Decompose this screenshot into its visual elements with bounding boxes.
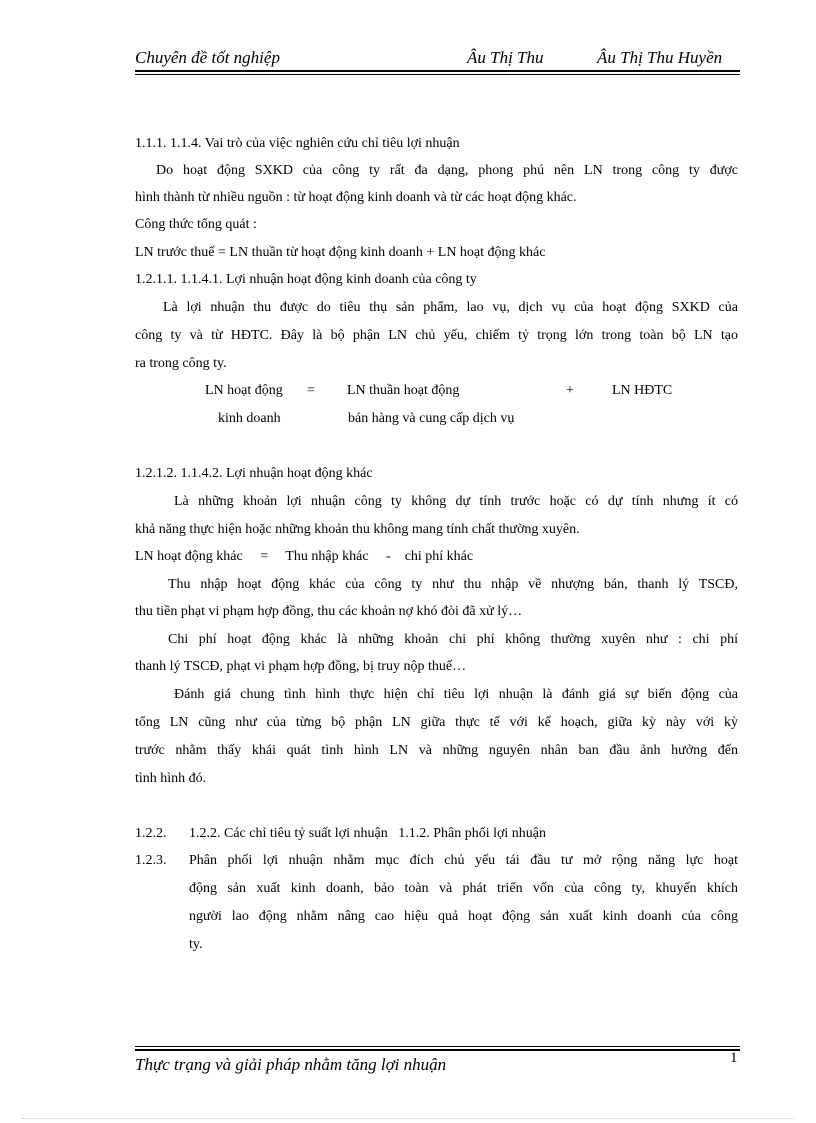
paragraph-line: Công thức tổng quát :	[135, 217, 257, 232]
formula-equals: =	[307, 383, 315, 398]
page-header	[135, 48, 740, 72]
paragraph-line: Do hoạt động SXKD của công ty rất đa dạng, phong phú nên LN trong công ty được	[156, 163, 738, 178]
paragraph-line: hình thành từ nhiều nguồn : từ hoạt động kinh doanh và từ các hoạt động khác.	[135, 190, 577, 205]
heading-number: 1.2.3.	[135, 853, 167, 868]
paragraph-line: công ty và từ HĐTC. Đây là bộ phận LN chủ yếu, chiếm tỷ trọng lớn trong toàn bộ LN tạo	[135, 328, 738, 343]
paragraph-line: Thu nhập hoạt động khác của công ty như thu nhập về nhượng bán, thanh lý TSCĐ,	[168, 577, 738, 592]
heading-1-1-4-1: 1.2.1.1. 1.1.4.1. Lợi nhuận hoạt động kinh doanh của công ty	[135, 272, 477, 287]
heading-number: 1.2.2.	[135, 826, 167, 841]
formula-term-a: LN hoạt động	[205, 383, 283, 398]
footer-rule-thick	[135, 1049, 740, 1051]
paragraph-line: Là những khoản lợi nhuận công ty không dự tính trước hoặc có dự tính nhưng ít có	[174, 494, 738, 509]
header-title: Chuyên đề tốt nghiệp	[135, 48, 280, 67]
paragraph-line: Đánh giá chung tình hình thực hiện chỉ tiêu lợi nhuận là đánh giá sự biến động của	[174, 687, 738, 702]
header-author-short: Âu Thị Thu	[467, 48, 544, 67]
heading-1-2-2: 1.2.2. Các chỉ tiêu tỷ suất lợi nhuận 1.1.2. Phân phối lợi nhuận	[189, 826, 546, 841]
header-rule-thick	[135, 70, 740, 72]
formula-term-a-line2: kinh doanh	[218, 411, 281, 426]
heading-1-1-4: 1.1.1. 1.1.4. Vai trò của việc nghiên cứu chỉ tiêu lợi nhuận	[135, 136, 460, 151]
header-rule-thin	[135, 74, 740, 75]
page-number: 1	[730, 1050, 738, 1066]
paragraph-line: Chi phí hoạt động khác là những khoản chi phí không thường xuyên như : chi phí	[168, 632, 738, 647]
paragraph-line: thanh lý TSCĐ, phạt vi phạm hợp đồng, bị truy nộp thuế…	[135, 659, 467, 674]
formula-other-profit: LN hoạt động khác = Thu nhập khác - chi phí khác	[135, 549, 474, 564]
paragraph-line: ty.	[189, 937, 203, 952]
paragraph-line: tình hình đó.	[135, 771, 207, 786]
paragraph-line: ra trong công ty.	[135, 356, 227, 371]
paragraph-line: người lao động nhằm nâng cao hiệu quả hoạt động sản xuất kinh doanh của công	[189, 909, 738, 924]
formula-plus: +	[566, 383, 574, 398]
paragraph-line: Là lợi nhuận thu được do tiêu thụ sản phẩm, lao vụ, dịch vụ của hoạt động SXKD của	[163, 300, 738, 315]
page-boundary-dotted	[22, 1118, 794, 1119]
footer-rule-thin	[135, 1046, 740, 1047]
paragraph-line: Phân phối lợi nhuận nhằm mục đích chủ yếu tái đầu tư mở rộng năng lực hoạt	[189, 853, 738, 868]
header-author-full: Âu Thị Thu Huyền	[597, 48, 723, 67]
paragraph-line: trước nhằm thấy khái quát tình hình LN và những nguyên nhân ban đầu ảnh hưởng đến	[135, 743, 738, 758]
paragraph-line: khả năng thực hiện hoặc những khoản thu không mang tính chất thường xuyên.	[135, 522, 580, 537]
formula-term-b: LN thuần hoạt động	[347, 383, 460, 398]
footer-title: Thực trạng và giải pháp nhằm tăng lợi nhuận	[135, 1055, 447, 1074]
paragraph-line: thu tiền phạt vi phạm hợp đồng, thu các khoản nợ khó đòi đã xử lý…	[135, 604, 523, 619]
formula-term-b-line2: bán hàng và cung cấp dịch vụ	[348, 411, 515, 426]
heading-1-1-4-2: 1.2.1.2. 1.1.4.2. Lợi nhuận hoạt động khác	[135, 466, 373, 481]
formula-term-c: LN HĐTC	[612, 383, 673, 398]
paragraph-line: tổng LN cũng như của từng bộ phận LN giữa thực tế với kế hoạch, giữa kỳ này với kỳ	[135, 715, 738, 730]
formula-general: LN trước thuế = LN thuần từ hoạt động kinh doanh + LN hoạt động khác	[135, 245, 546, 260]
paragraph-line: động sản xuất kinh doanh, bảo toàn và phát triển vốn của công ty, khuyến khích	[189, 881, 738, 896]
